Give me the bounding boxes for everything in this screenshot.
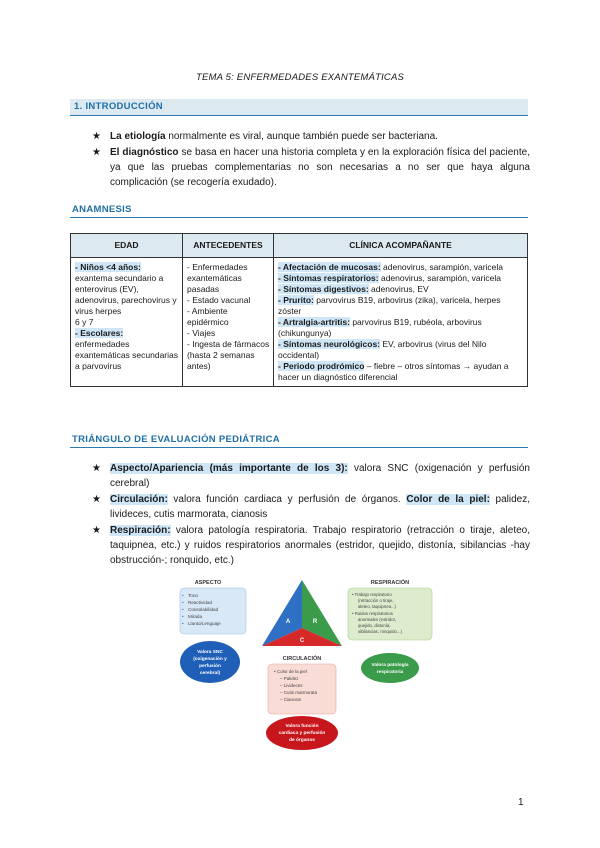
aspecto-item: Mirada <box>188 614 203 619</box>
column-header-clinica: CLÍNICA ACOMPAÑANTE <box>274 234 528 258</box>
edad-text: 6 y 7 <box>75 317 94 327</box>
aspecto-item: Reactividad <box>188 600 213 605</box>
list-item <box>92 129 530 144</box>
clinica-text: – fiebre – otros síntomas → ayudan a hacer un diagnóstico diferencial <box>278 361 509 382</box>
svg-text:•: • <box>182 607 184 612</box>
clinica-text: adenovirus, sarampión, varicela <box>378 273 501 283</box>
respiracion-item: (retracción o tiraje, <box>358 598 394 603</box>
tep-triangle-diagram <box>168 576 436 752</box>
bullet-text: normalmente es viral, aunque también puede ser bacteriana. <box>165 131 438 142</box>
respiracion-item: • Ruidos respiratorios <box>352 611 393 616</box>
aspecto-value-text: Valora SNC <box>197 650 223 655</box>
section-heading-text: ANAMNESIS <box>72 204 132 215</box>
bullet-text: valora función cardiaca y perfusión de órganos. <box>167 494 407 505</box>
aspecto-value-text: (oxigenación y <box>193 657 227 662</box>
list-item <box>92 492 530 522</box>
list-item <box>92 145 530 190</box>
clinica-text: parvovirus B19, rubéola, arbovirus (chikungunya) <box>278 317 482 338</box>
circulacion-item: – Cutis marmorata <box>280 690 318 695</box>
edad-text: exantema secundario a enterovirus (EV), adenovirus, parechovirus y virus herpes <box>75 273 177 316</box>
clinica-text: parvovirus B19, arbovirus (zika), varicela, herpes zóster <box>278 295 501 316</box>
antecedente-item: - Ambiente epidérmico <box>187 306 229 327</box>
respiracion-value-text: Valora patología <box>371 663 409 668</box>
table-row <box>71 258 528 387</box>
section-heading-introduccion <box>70 99 528 116</box>
star-bullet-icon: ★ <box>92 131 101 142</box>
letter-a: A <box>285 619 291 625</box>
clinica-term: - Síntomas respiratorios: <box>278 273 379 283</box>
aspecto-value-text: cerebral) <box>199 671 221 676</box>
circulacion-item: – Palidez <box>280 676 299 681</box>
respiracion-item: sibilancias, ronquido...) <box>358 629 402 634</box>
section-heading-text: 1. INTRODUCCIÓN <box>74 101 163 112</box>
clinica-term: - Artralgia-artritis: <box>278 317 350 327</box>
bullet-bold: La etiología <box>110 131 166 142</box>
intro-bullet-list <box>92 129 530 191</box>
clinica-term: - Síntomas digestivos: <box>278 284 369 294</box>
hl-ninos: - Niños <4 años: <box>75 262 141 272</box>
bullet-bold: Aspecto/Apariencia (más importante de los 3): <box>110 463 348 474</box>
respiracion-item: aleteo, taquipnea...) <box>358 604 396 609</box>
respiracion-value-text: respiratoria <box>376 670 404 675</box>
bullet-bold: El diagnóstico <box>110 147 179 158</box>
star-bullet-icon: ★ <box>92 494 101 505</box>
section-heading-anamnesis <box>70 202 528 218</box>
star-bullet-icon: ★ <box>92 147 101 158</box>
section-heading-text: TRIÁNGULO DE EVALUACIÓN PEDIÁTRICA <box>72 434 280 445</box>
clinica-term: - Periodo prodrómico <box>278 361 365 371</box>
bullet-text: palidez, livideces, cutis marmorata, cianosis <box>110 494 531 520</box>
circulacion-title: CIRCULACIÓN <box>282 656 322 662</box>
respiracion-item: anormales (estridor, <box>358 617 396 622</box>
tep-bullet-list <box>92 461 530 569</box>
anamnesis-table <box>70 233 528 387</box>
list-item <box>92 461 530 491</box>
document-title: TEMA 5: ENFERMEDADES EXANTEMÁTICAS <box>195 72 405 83</box>
bullet-bold: Circulación: <box>110 494 168 505</box>
aspecto-value-text: perfusión <box>199 664 221 669</box>
star-bullet-icon: ★ <box>92 525 101 536</box>
letter-c: C <box>299 638 305 644</box>
table-header-row <box>71 234 528 258</box>
circulacion-item: – Livideces <box>280 683 303 688</box>
list-item <box>92 523 530 568</box>
clinica-text: adenovirus, sarampión, varicela <box>380 262 504 272</box>
aspecto-item: Consolabilidad <box>188 607 219 612</box>
circulacion-value-text: Valora función <box>285 724 319 729</box>
circulacion-value-text: cardiaca y perfusión <box>278 731 326 736</box>
clinica-term: - Afectación de mucosas: <box>278 262 381 272</box>
antecedente-item: - Viajes <box>187 328 216 338</box>
section-heading-tep <box>70 432 528 448</box>
column-header-antecedentes: ANTECEDENTES <box>183 234 274 258</box>
circulacion-value-text: de órganos <box>289 738 315 743</box>
aspecto-value-ellipse <box>180 641 240 683</box>
aspecto-item: Tono <box>188 593 198 598</box>
svg-text:•: • <box>182 593 184 598</box>
circulacion-item: – Cianosis <box>280 697 302 702</box>
respiracion-title: RESPIRACIÓN <box>370 580 410 586</box>
column-header-edad: EDAD <box>71 234 183 258</box>
respiracion-item: quejido, distonía, <box>358 623 391 628</box>
aspecto-item: Llanto/Lenguaje <box>188 621 221 626</box>
svg-text:•: • <box>182 614 184 619</box>
clinica-text: EV, arbovirus (virus del Nilo occidental) <box>278 339 487 360</box>
aspecto-title: ASPECTO <box>194 580 222 586</box>
antecedente-item: - Enfermedades exantemáticas pasadas <box>187 262 248 294</box>
svg-text:•: • <box>182 621 184 626</box>
antecedente-item: - Estado vacunal <box>187 295 251 305</box>
page-number: 1 <box>518 797 524 808</box>
bullet-text: valora SNC (oxigenación y perfusión cerebral) <box>110 463 530 489</box>
bullet-bold: Color de la piel: <box>406 494 490 505</box>
cell-antecedentes <box>183 258 274 387</box>
bullet-text: se basa en hacer una historia completa y en la exploración física del paciente, ya que las pruebas complementarias no son necesarias a no ser que haya alguna complicación (se recogería exudado). <box>110 147 530 188</box>
antecedente-item: - Ingesta de fármacos (hasta 2 semanas antes) <box>187 339 270 371</box>
cell-clinica <box>274 258 528 387</box>
respiracion-item: • Trabajo respiratorio <box>352 592 392 597</box>
clinica-term: - Prurito: <box>278 295 314 305</box>
svg-text:•: • <box>182 600 184 605</box>
bullet-bold: Respiración: <box>110 525 171 536</box>
edad-text: enfermedades exantemáticas secundarias a parvovirus <box>75 339 179 371</box>
respiracion-value-ellipse <box>361 653 419 683</box>
clinica-text: adenovirus, EV <box>368 284 429 294</box>
bullet-text: valora patología respiratoria. Trabajo respiratorio (retracción o tiraje, aleteo, taquipnea, etc.) y ruidos respiratorios anormales (estridor, quejido, distonía, sibilancias -hay obstrucción-; ronquido, etc.) <box>110 525 530 566</box>
circulacion-item: • Color de la piel <box>274 669 307 674</box>
clinica-term: - Síntomas neurológicos: <box>278 339 381 349</box>
letter-r: R <box>312 619 318 625</box>
star-bullet-icon: ★ <box>92 463 101 474</box>
cell-edad <box>71 258 183 387</box>
hl-escolares: - Escolares: <box>75 328 124 338</box>
